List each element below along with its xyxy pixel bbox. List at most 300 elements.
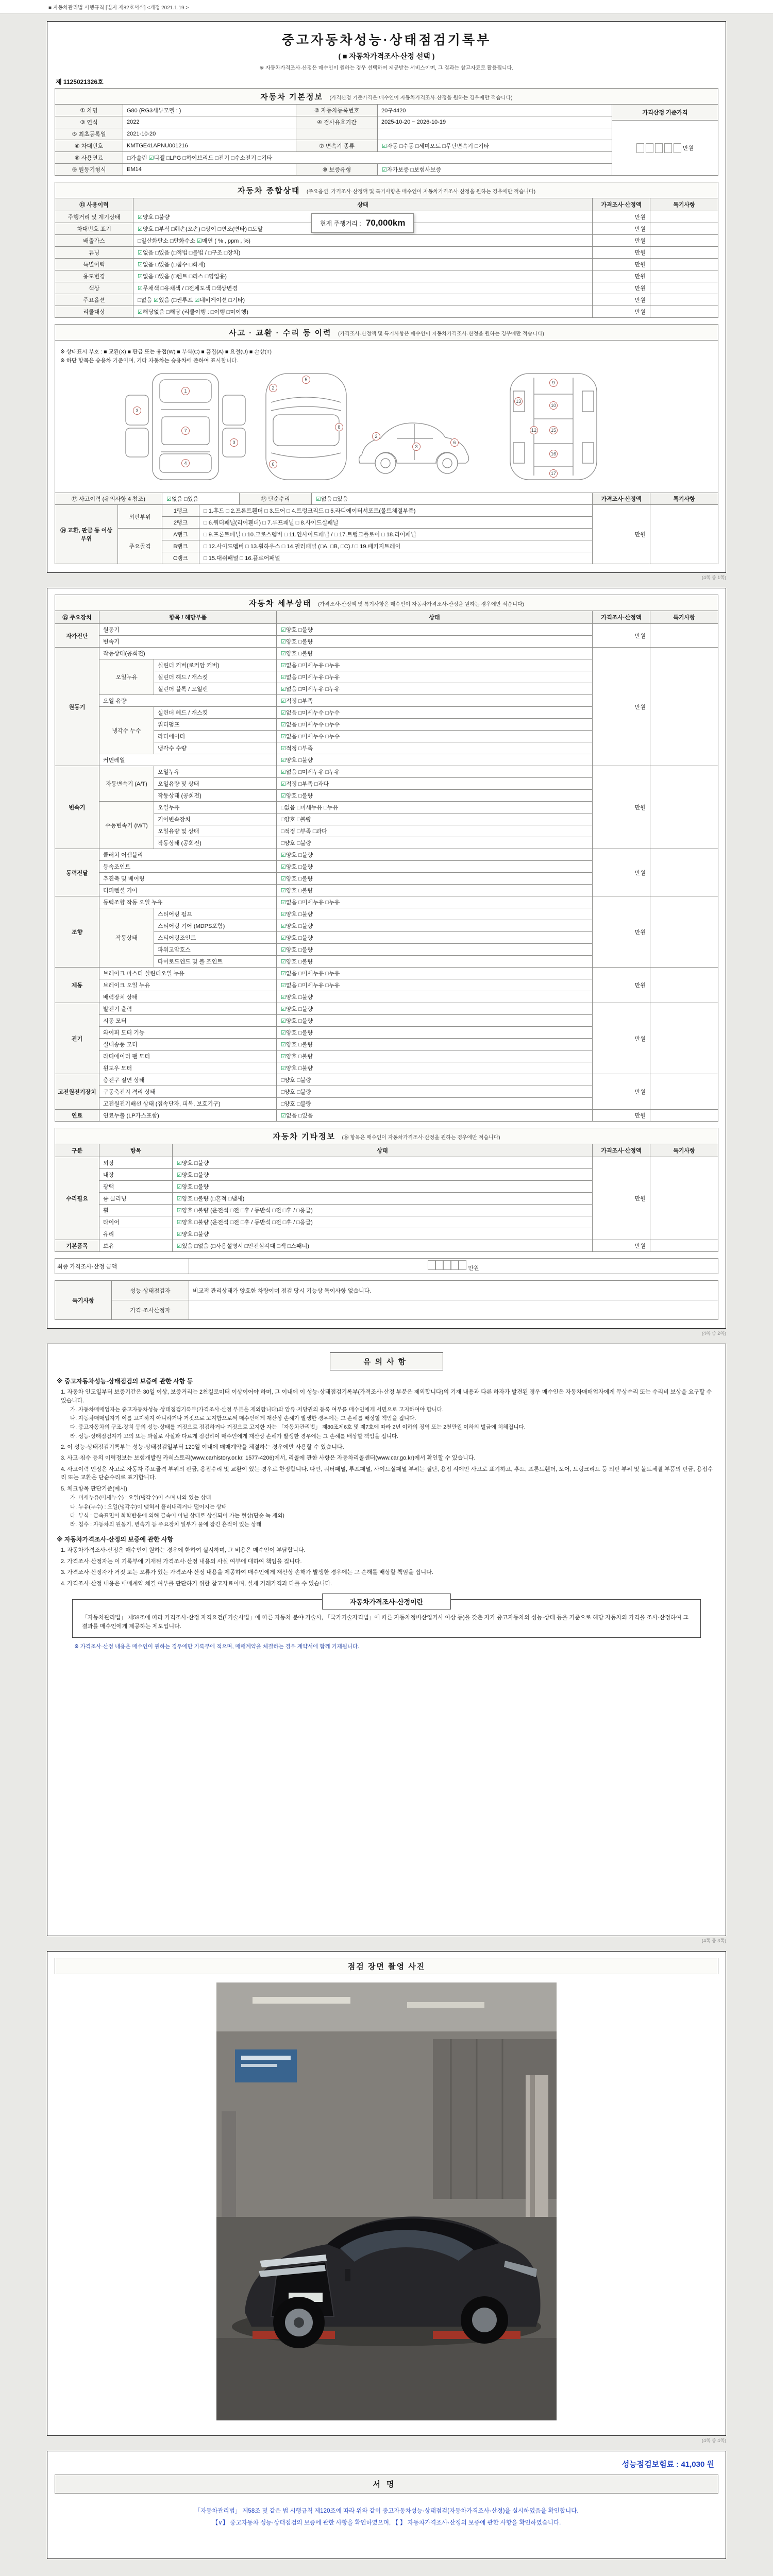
label-cell: ② 자동차등록번호 (296, 105, 378, 116)
checkbox-cell[interactable]: ☑양호 □불량 (277, 1003, 593, 1015)
label-cell: 실린더 헤드 / 개스킷 (154, 707, 277, 719)
label-cell: 발전기 출력 (99, 1003, 277, 1015)
amount-digit-box[interactable] (435, 1260, 443, 1270)
basic-info-row (55, 152, 612, 164)
final-price-value[interactable] (189, 1259, 718, 1274)
label-cell: EM14 (123, 164, 296, 176)
checkbox-cell[interactable]: ☑양호 □불량 (277, 636, 593, 648)
checkbox-cell[interactable]: ☑양호 □불량 (277, 991, 593, 1003)
checkbox-cell[interactable]: □ 9.프론트패널 □ 10.크로스멤버 □ 11.인사이드패널 / □ 17.트렁크플로어 □ 18.리어패널 (199, 529, 593, 540)
price-cell[interactable]: 만원 (593, 896, 650, 968)
definition-box-title: 자동차가격조사·산정이란 (322, 1594, 451, 1609)
section-basic-info-note: (가격산정 기준가격은 매수인이 자동차가격조사·산정을 원하는 경우에만 적습니다) (329, 95, 513, 101)
checkbox-cell[interactable]: ☑없음 □미세누유 □누유 (277, 979, 593, 991)
amount-digit-box[interactable] (451, 1260, 459, 1270)
car-damage-diagram (119, 365, 654, 488)
column-header: 항목 (99, 1144, 173, 1157)
note-cell[interactable] (650, 766, 718, 849)
photo-section-title: 점검 장면 촬영 사진 (347, 1962, 426, 1971)
price-cell[interactable]: 만원 (593, 1003, 650, 1074)
checkbox-cell[interactable]: ☑양호 □부식 □훼손(오손) □상이 □변조(변타) □도말 (133, 223, 593, 235)
label-cell: 내장 (99, 1169, 173, 1181)
detail-condition-row (55, 1110, 718, 1122)
checkbox-cell[interactable]: ☑양호 □불량 (173, 1157, 593, 1169)
checkbox-cell[interactable]: ☑없음 □미세누유 □누유 (277, 683, 593, 695)
label-cell: 20구4420 (378, 105, 612, 116)
label-cell: 작동상태 (99, 908, 154, 968)
checkbox-cell[interactable]: ☑없음 □미세누유 □누유 (277, 766, 593, 778)
label-cell: 제동 (55, 968, 99, 1003)
note-cell[interactable] (650, 849, 718, 896)
checkbox-cell[interactable]: ☑적정 □부족 (277, 695, 593, 707)
label-cell: ⑧ 사용연료 (55, 152, 123, 164)
checkbox-cell[interactable]: ☑자가보증 □보험사보증 (378, 164, 612, 176)
price-cell[interactable]: 만원 (593, 849, 650, 896)
checkbox-cell[interactable]: ☑없음 □있음 (□적법 □불법 / □구조 □장치) (133, 247, 593, 259)
detail-condition-row (55, 766, 718, 778)
price-cell[interactable]: 만원 (593, 270, 650, 282)
document-number: 제 1125021326호 (56, 78, 104, 86)
price-cell[interactable]: 만원 (593, 1240, 650, 1252)
label-cell: 휠 (99, 1205, 173, 1216)
price-cell[interactable]: 만원 (593, 247, 650, 259)
svg-text:6: 6 (453, 440, 456, 445)
page-mark: (4쪽 중 2쪽) (701, 1331, 726, 1336)
section-detail-header (55, 595, 718, 611)
checkbox-cell[interactable]: ☑양호 □불량 (277, 873, 593, 885)
detail-condition-row (55, 1003, 718, 1015)
checkbox-cell[interactable]: □없음 ☑있음 (□썬루프 ☑네비게이션 □기타) (133, 294, 593, 306)
notice-line: 나. 자동차매매업자가 이를 고지하지 아니하거나 거짓으로 고지함으로써 매수인에게 재산상 손해가 발생한 경우에는 그 손해를 배상할 책임을 집니다. (70, 1415, 416, 1422)
opinion-row (55, 1300, 718, 1320)
amount-digit-box[interactable] (428, 1260, 435, 1270)
checkbox-cell[interactable]: ☑양호 □불량 (173, 1181, 593, 1193)
note-cell[interactable] (650, 247, 718, 259)
price-cell[interactable]: 만원 (593, 1074, 650, 1110)
label-cell: 색상 (55, 282, 133, 294)
amount-digit-box[interactable] (443, 1260, 451, 1270)
checkbox-cell[interactable]: ☑양호 □불량 (운전석 □전 □후 / 동반석 □전 □후 / □응급) (173, 1205, 593, 1216)
checkbox-cell[interactable]: □ 12.사이드멤버 □ 13.휠하우스 □ 14.필러패널 (□A, □B, □C) / □ 19.패키지트레이 (199, 540, 593, 552)
checkbox-cell[interactable]: □양호 □불량 (277, 1086, 593, 1098)
base-price-label: 가격산정 기준가격 (612, 105, 718, 121)
label-cell (378, 128, 612, 140)
checkbox-cell[interactable]: ☑해당없음 □해당 (리콜이행 : □이행 □미이행) (133, 306, 593, 318)
basic-info-table (55, 104, 612, 176)
checkbox-cell[interactable]: □양호 □불량 (277, 814, 593, 825)
notice-line: 3. 사고·침수 등의 이력정보는 보험개발원 카히스토리(www.carhistory.or.kr, 1577-4206)에서, 리콜에 관한 사항은 자동차리콜센터(www.car.go.kr)에서 확인할 수 있습니다. (61, 1455, 476, 1462)
mileage-label: 현재 주행거리 : (320, 220, 361, 227)
label-cell: 2021-10-20 (123, 128, 296, 140)
label-cell: 배출가스 (55, 235, 133, 247)
column-header: 특기사항 (650, 611, 718, 624)
overall-condition-row (55, 259, 718, 270)
checkbox-cell[interactable]: □가솔린 ☑디젤 □LPG □하이브리드 □전기 □수소전기 □기타 (123, 152, 612, 164)
checkbox-cell[interactable]: ☑없음 □있음 (□렌트 □리스 □영업용) (133, 270, 593, 282)
label-cell: 등속조인트 (99, 861, 277, 873)
note-cell[interactable] (650, 259, 718, 270)
amount-digit-box[interactable] (674, 143, 681, 153)
label-cell: 조향 (55, 896, 99, 968)
label-cell: 주요골격 (118, 529, 162, 564)
notice-line: 4. 가격조사·산정 내용은 매매계약 체결 여부를 판단하기 위한 참고자료이며, 실제 거래가격과 다를 수 있습니다. (61, 1580, 332, 1587)
svg-text:13: 13 (515, 399, 522, 404)
checkbox-cell[interactable]: ☑없음 □미세누유 □누유 (277, 896, 593, 908)
fee-label: 성능점검보험료 : (621, 2460, 679, 2469)
note-cell[interactable] (650, 968, 718, 1003)
current-mileage-callout (311, 213, 414, 233)
label-cell: 브레이크 마스터 실린더오일 누유 (99, 968, 277, 979)
label-cell: C랭크 (162, 552, 199, 564)
label-cell: 구동축전지 격리 상태 (99, 1086, 277, 1098)
overall-condition-row (55, 247, 718, 259)
checkbox-cell[interactable]: ☑없음 □미세누유 □누유 (277, 659, 593, 671)
note-cell[interactable] (650, 235, 718, 247)
note-cell[interactable] (650, 896, 718, 968)
label-cell: 2랭크 (162, 517, 199, 529)
checkbox-cell[interactable]: ☑자동 □수동 □세미오토 □무단변속기 □기타 (378, 140, 612, 152)
label-cell: A랭크 (162, 529, 199, 540)
checkbox-cell[interactable]: ☑양호 □불량 (277, 956, 593, 968)
checkbox-cell[interactable]: ☑없음 □미세누수 □누수 (277, 719, 593, 731)
label-cell: 원동기 (55, 648, 99, 766)
svg-text:3: 3 (415, 444, 418, 449)
section-basic-info (55, 104, 718, 176)
checkbox-cell[interactable]: ☑양호 □불량 (□흔적 □냄새) (173, 1193, 593, 1205)
label-cell: 브레이크 오일 누유 (99, 979, 277, 991)
checkbox-cell[interactable]: ☑없음 □미세누유 □누유 (277, 671, 593, 683)
mileage-value: 70,000km (365, 218, 406, 228)
label-cell: 클러치 어셈블리 (99, 849, 277, 861)
note-cell[interactable] (650, 282, 718, 294)
label-cell: 실린더 커버(로커암 커버) (154, 659, 277, 671)
section-overall-note: (주요옵션, 가격조사·산정액 및 특기사항은 매수인이 자동차가격조사·산정을 원하는 경우에만 적습니다) (307, 189, 536, 195)
overall-condition-row (55, 270, 718, 282)
checkbox-cell[interactable]: □양호 □불량 (277, 1074, 593, 1086)
checkbox-cell[interactable]: □없음 □미세누유 □누유 (277, 802, 593, 814)
checkbox-cell[interactable]: ☑적정 □부족 □과다 (277, 778, 593, 790)
checkbox-cell[interactable]: ☑있음 □없음 (□사용설명서 □안전삼각대 □잭 □스패너) (173, 1240, 593, 1252)
svg-text:16: 16 (550, 451, 557, 456)
label-cell: 1랭크 (162, 505, 199, 517)
svg-text:9: 9 (552, 380, 555, 385)
checkbox-cell[interactable]: ☑양호 □불량 (277, 1015, 593, 1027)
note-cell[interactable] (650, 306, 718, 318)
accident-flag-row (55, 493, 718, 505)
checkbox-cell[interactable]: ☑양호 □불량 (277, 849, 593, 861)
label-cell: 2025-10-20 ~ 2026-10-19 (378, 116, 612, 128)
label-cell: 오일유량 및 상태 (154, 825, 277, 837)
label-cell: ③ 연식 (55, 116, 123, 128)
amount-digit-box[interactable] (459, 1260, 466, 1270)
label-cell: 고전원전기배선 상태 (접속단자, 피복, 보호기구) (99, 1098, 277, 1110)
section-overall-header (55, 182, 718, 198)
checkbox-cell[interactable]: ☑없음 □있음 (162, 493, 240, 505)
etc-info-row (55, 1240, 718, 1252)
diagram-part-numbers (133, 376, 558, 478)
notice-list-2 (55, 1546, 718, 1588)
amount-digit-box[interactable] (636, 143, 644, 153)
price-cell[interactable]: 만원 (593, 294, 650, 306)
notice-line: 3. 가격조사·산정자가 거짓 또는 오류가 있는 가격조사·산정 내용을 제공하여 매수인에게 재산상 손해가 발생한 경우에는 그 손해를 배상할 책임을 집니다. (61, 1569, 433, 1576)
checkbox-cell[interactable]: ☑양호 □불량 (277, 944, 593, 956)
svg-text:15: 15 (550, 428, 557, 433)
basic-info-row (55, 116, 612, 128)
label-cell: 파워고압호스 (154, 944, 277, 956)
label-cell: 냉각수 수량 (154, 742, 277, 754)
checkbox-cell[interactable]: ☑양호 □불량 (운전석 □전 □후 / 동반석 □전 □후 / □응급) (173, 1216, 593, 1228)
checkbox-cell[interactable]: ☑양호 □불량 (277, 885, 593, 896)
svg-text:5: 5 (305, 377, 308, 382)
label-cell: 용도변경 (55, 270, 133, 282)
label-cell: 기어변속장치 (154, 814, 277, 825)
signature-title-bar: 서명 (55, 2475, 718, 2494)
price-cell[interactable]: 만원 (593, 282, 650, 294)
basic-info-row (55, 140, 612, 152)
checkbox-cell[interactable]: ☑양호 □불량 (277, 1039, 593, 1050)
label-cell: 타이로드엔드 및 볼 조인트 (154, 956, 277, 968)
price-cell[interactable]: 만원 (593, 1157, 650, 1240)
detail-condition-row (55, 968, 718, 979)
label-cell: 변속기 (55, 766, 99, 849)
price-cell[interactable]: 만원 (593, 968, 650, 1003)
label-cell: 차대번호 표기 (55, 223, 133, 235)
document-note: ※ 자동차가격조사·산정은 매수인이 원하는 경우 선택하여 제공받는 서비스이며, 그 결과는 참고자료로 활용됩니다. (259, 65, 514, 71)
checkbox-cell[interactable]: ☑없음 □있음 (□침수 □화재) (133, 259, 593, 270)
checkbox-cell[interactable]: ☑없음 □미세누유 □누유 (277, 968, 593, 979)
accident-part-row (55, 505, 718, 517)
price-cell[interactable]: 만원 (593, 259, 650, 270)
section-accident-header (55, 324, 718, 340)
label-cell: 가격조사·산정액 (593, 493, 650, 505)
note-cell[interactable] (650, 624, 718, 648)
inspection-photo-area (55, 1974, 718, 2427)
label-cell: ⑩ 보증유형 (296, 164, 378, 176)
column-header: 가격조사·산정액 (593, 1144, 650, 1157)
label-cell: 유리 (99, 1228, 173, 1240)
price-cell[interactable]: 만원 (593, 211, 650, 223)
note-cell[interactable] (650, 1110, 718, 1122)
label-cell: 실내송풍 모터 (99, 1039, 277, 1050)
label-cell: KMTGE41APNU001216 (123, 140, 296, 152)
checkbox-cell[interactable]: ☑없음 □있음 (312, 493, 593, 505)
label-cell: 보유 (99, 1240, 173, 1252)
overall-condition-row (55, 282, 718, 294)
price-cell[interactable]: 만원 (593, 624, 650, 648)
checkbox-cell[interactable]: ☑양호 □불량 (173, 1169, 593, 1181)
label-cell: 스티어링 기어 (MDPS포함) (154, 920, 277, 932)
label-cell: ⑬ 단순수리 (240, 493, 312, 505)
checkbox-cell[interactable]: ☑무채색 □유채색 / □전체도색 □색상변경 (133, 282, 593, 294)
label-cell: 타이어 (99, 1216, 173, 1228)
checkbox-cell[interactable]: ☑양호 □불량 (277, 908, 593, 920)
section-detail-note: (가격조사·산정액 및 특기사항은 매수인이 자동차가격조사·산정을 원하는 경우에만 적습니다) (318, 602, 524, 607)
label-cell: 외판부위 (118, 505, 162, 529)
price-cell[interactable]: 만원 (593, 306, 650, 318)
opinion-text[interactable] (189, 1300, 718, 1320)
label-cell: 특별이력 (55, 259, 133, 270)
checkbox-cell[interactable]: ☑양호 □불량 (277, 932, 593, 944)
etc-info-row (55, 1157, 718, 1169)
page-1 (47, 21, 726, 573)
checkbox-cell[interactable]: ☑양호 □불량 (277, 754, 593, 766)
label-cell: 전기 (55, 1003, 99, 1074)
detail-condition-row (55, 896, 718, 908)
notice-list-1 (55, 1388, 718, 1529)
section-etc-header (55, 1128, 718, 1144)
amount-digit-box[interactable] (655, 143, 663, 153)
price-cell[interactable]: 만원 (593, 223, 650, 235)
detail-condition-table (55, 611, 718, 1122)
notice-line: 라. 침수 : 자동차의 원동기, 변속기 등 주요장치 일부가 물에 잠긴 흔적이 있는 상태 (70, 1521, 262, 1528)
svg-text:1: 1 (184, 388, 187, 394)
note-cell[interactable] (650, 223, 718, 235)
section-overall-condition (55, 198, 718, 318)
note-cell[interactable] (650, 294, 718, 306)
signature-statement: 【∨】 중고자동차 성능·상태점검의 보증에 관한 사항을 확인하였으며, 【 】 자동차가격조사·산정의 보증에 관한 사항을 확인하였습니다. (212, 2520, 561, 2526)
overall-condition-row (55, 294, 718, 306)
base-price-value[interactable] (612, 121, 718, 175)
label-cell: ⑫ 사고이력 (유의사항 4 참조) (55, 493, 162, 505)
basic-info-row (55, 105, 612, 116)
column-header: ⑮ 주요장치 (55, 611, 99, 624)
label-cell: 실린더 블록 / 오일팬 (154, 683, 277, 695)
label-cell: 특기사항 (650, 493, 718, 505)
label-cell: ⑦ 변속기 종류 (296, 140, 378, 152)
basic-info-row (55, 164, 612, 176)
etc-info-table (55, 1144, 718, 1252)
note-cell[interactable] (650, 505, 718, 564)
checkbox-cell[interactable]: ☑양호 □불량 (277, 790, 593, 802)
notice-head-1: ※ 중고자동차성능·상태점검의 보증에 관한 사항 등 (57, 1378, 193, 1385)
inspection-insurance-fee (55, 2458, 718, 2475)
opinion-text[interactable]: 비교적 관리상태가 양호한 차량이며 점검 당시 기능상 특이사항 없습니다. (189, 1281, 718, 1300)
signature-section (47, 2451, 726, 2559)
svg-text:3: 3 (232, 440, 236, 445)
price-cell[interactable]: 만원 (593, 1110, 650, 1122)
damage-code-legend: ※ 상태표시 부호 : ■ 교환(X) ■ 판금 또는 용접(W) ■ 부식(C) ■ 흠집(A) ■ 요철(U) ■ 손상(T) (60, 349, 272, 355)
basic-info-row (55, 128, 612, 140)
price-cell[interactable]: 만원 (593, 648, 650, 766)
checkbox-cell[interactable]: ☑양호 □불량 (277, 1027, 593, 1039)
note-cell[interactable] (650, 1003, 718, 1074)
opinion-label: 특기사항 (55, 1281, 112, 1320)
section-basic-info-header (55, 88, 718, 104)
detail-condition-row (55, 849, 718, 861)
checkbox-cell[interactable]: ☑양호 □불량 (277, 920, 593, 932)
checkbox-cell[interactable]: ☑양호 □불량 (277, 648, 593, 659)
section-basic-info-title: 자동차 기본정보 (260, 93, 324, 101)
label-cell: 디퍼렌셜 기어 (99, 885, 277, 896)
label-cell: 와이퍼 모터 기능 (99, 1027, 277, 1039)
notice-line: 5. 체크항목 판단기준(예시) (61, 1485, 127, 1492)
label-cell: 라디에이터 팬 모터 (99, 1050, 277, 1062)
amount-digit-box[interactable] (664, 143, 672, 153)
checkbox-cell[interactable]: □양호 □불량 (277, 837, 593, 849)
label-cell: 수동변속기 (M/T) (99, 802, 154, 849)
checkbox-cell[interactable]: ☑양호 □불량 (277, 624, 593, 636)
amount-unit: 만원 (682, 145, 694, 151)
checkbox-cell[interactable]: ☑양호 □불량 (277, 1062, 593, 1074)
signature-statements (55, 2494, 718, 2534)
notice-line: 4. 사고이력 인정은 사고로 자동차 주요골격 부위의 판금, 용접수리 및 교환이 있는 경우로 한정합니다. 다만, 쿼터패널, 루프패널, 사이드실패널 부위는 절단, 용접 시에만 사고로 표기하고, 후드, 프론트휀더, 도어, 트렁크리드 등 외판 부위 및 볼트체결 부품의 판금, 용접수리 또는 교환은 단순수리로 표기합니다. (61, 1466, 713, 1481)
checkbox-cell[interactable]: □양호 □불량 (277, 1098, 593, 1110)
notice-line: 다. 부식 : 금속표면이 화학반응에 의해 금속이 아닌 상태로 상실되어 가는 현상(단순 녹 제외) (70, 1512, 284, 1519)
notice-line: 1. 자동차가격조사·산정은 매수인이 원하는 경우에 한하여 실시하며, 그 비용은 매수인이 부담합니다. (61, 1547, 306, 1554)
label-cell: 냉각수 누수 (99, 707, 154, 754)
checkbox-cell[interactable]: □ 6.쿼터패널(리어휀더) □ 7.루프패널 □ 8.사이드실패널 (199, 517, 593, 529)
price-cell[interactable]: 만원 (593, 235, 650, 247)
checkbox-cell[interactable]: ☑없음 □미세누수 □누수 (277, 707, 593, 719)
svg-text:12: 12 (531, 428, 537, 433)
label-cell: 오일 유량 (99, 695, 277, 707)
column-header: 상태 (133, 198, 593, 211)
label-cell: 추진축 및 베어링 (99, 873, 277, 885)
note-cell[interactable] (650, 1157, 718, 1240)
label-cell: 변속기 (99, 636, 277, 648)
detail-condition-row (55, 1074, 718, 1086)
checkbox-cell[interactable]: ☑양호 □불량 (277, 861, 593, 873)
label-cell: 시동 모터 (99, 1015, 277, 1027)
label-cell: 작동상태 (공회전) (154, 790, 277, 802)
label-cell: 충전구 절연 상태 (99, 1074, 277, 1086)
amount-digit-box[interactable] (646, 143, 653, 153)
notice-line: 나. 누유(누수) : 오일(냉각수)이 맺혀서 흘러내리거나 떨어지는 상태 (70, 1503, 227, 1510)
checkbox-cell[interactable]: □일산화탄소 □탄화수소 ☑매연 ( % , ppm , %) (133, 235, 593, 247)
label-cell: 룸 클리닝 (99, 1193, 173, 1205)
checkbox-cell[interactable]: ☑양호 □불량 (173, 1228, 593, 1240)
checkbox-cell[interactable]: □적정 □부족 □과다 (277, 825, 593, 837)
label-cell (296, 128, 378, 140)
document-subtitle: ( ■ 자동차가격조사·산정 선택 ) (338, 52, 435, 60)
base-price-box (612, 104, 718, 176)
label-cell: ⑨ 원동기형식 (55, 164, 123, 176)
label-cell: 오일누유 (154, 766, 277, 778)
checkbox-cell[interactable]: ☑양호 □불량 (133, 211, 593, 223)
price-cell[interactable]: 만원 (593, 766, 650, 849)
checkbox-cell[interactable]: □ 15.대쉬패널 □ 16.플로어패널 (199, 552, 593, 564)
note-cell[interactable] (650, 1240, 718, 1252)
label-cell: 2022 (123, 116, 296, 128)
label-cell: 작동상태 (공회전) (154, 837, 277, 849)
label-cell: 윈도우 모터 (99, 1062, 277, 1074)
final-price-table (55, 1258, 718, 1274)
checkbox-cell[interactable]: ☑양호 □불량 (277, 1050, 593, 1062)
opinion-who: 성능·상태점검자 (112, 1281, 189, 1300)
checkbox-cell[interactable]: ☑없음 □미세누수 □누수 (277, 731, 593, 742)
note-cell[interactable] (650, 1074, 718, 1110)
notice-line: 가. 자동차매매업자는 중고자동차성능·상태점검기록부(가격조사·산정 부분은 제외합니다)와 압류·저당권의 등록 여부를 매수인에게 서면으로 고지하여야 합니다. (70, 1406, 444, 1413)
accident-flag-table (55, 493, 718, 505)
label-cell: 동력조향 작동 오일 누유 (99, 896, 277, 908)
note-cell[interactable] (650, 648, 718, 766)
price-cell[interactable]: 만원 (593, 505, 650, 564)
label-cell: 리콜대상 (55, 306, 133, 318)
note-cell[interactable] (650, 211, 718, 223)
document-title: 중고자동차성능·상태점검기록부 (281, 33, 492, 47)
notice-line: 2. 이 성능·상태점검기록부는 성능·상태점검일부터 120일 이내에 매매계약을 체결하는 경우에만 사용할 수 있습니다. (61, 1444, 344, 1450)
checkbox-cell[interactable]: □ 1.후드 □ 2.프론트휀더 □ 3.도어 □ 4.트렁크리드 □ 5.라디에이터서포트(볼트체결부품) (199, 505, 593, 517)
checkbox-cell[interactable]: ☑적정 □부족 (277, 742, 593, 754)
form-reference-note: ■ 자동차관리법 시행규칙 [별지 제82호서식] <개정 2021.1.19.> (0, 0, 773, 14)
note-cell[interactable] (650, 270, 718, 282)
opinion-table (55, 1280, 718, 1320)
checkbox-cell[interactable]: ☑없음 □있음 (277, 1110, 593, 1122)
svg-text:17: 17 (550, 471, 557, 476)
amount-unit: 만원 (468, 1265, 479, 1272)
column-header: 특기사항 (650, 198, 718, 211)
column-header: 특기사항 (650, 1144, 718, 1157)
